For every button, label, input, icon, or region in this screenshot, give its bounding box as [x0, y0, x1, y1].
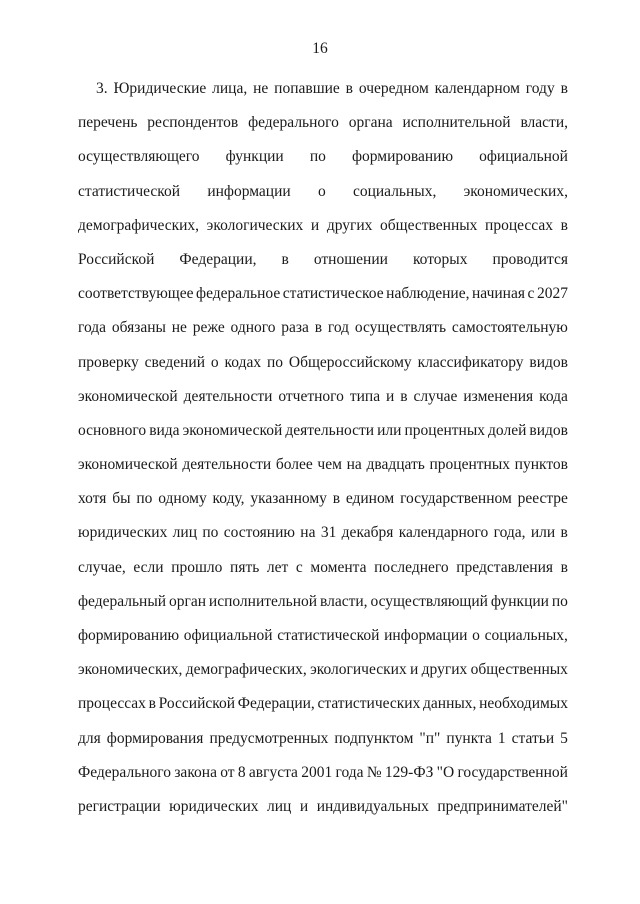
word: 5	[560, 729, 568, 747]
text-line	[78, 619, 568, 653]
word: календарном	[434, 80, 520, 97]
word: формированию	[78, 627, 180, 644]
word: информации	[384, 627, 468, 644]
word: вида	[149, 421, 180, 439]
text-line	[78, 140, 568, 174]
word: пункта	[446, 729, 492, 747]
word: государственной	[457, 763, 568, 781]
word: момента	[310, 558, 367, 576]
word: более	[275, 456, 313, 474]
word: в	[560, 524, 568, 542]
word: функции	[225, 148, 284, 166]
word: статистическое	[282, 285, 384, 303]
word: в	[560, 558, 568, 576]
word: или	[530, 524, 556, 542]
word: чем	[317, 456, 342, 474]
word: деятельности	[182, 456, 272, 474]
word: Федерации,	[179, 250, 257, 268]
text-line	[78, 448, 568, 482]
word: и	[310, 216, 320, 234]
word: по	[551, 592, 568, 610]
text-line	[78, 311, 568, 345]
word: двадцать	[366, 456, 425, 474]
text-line	[78, 722, 568, 756]
word: экологических	[310, 661, 407, 679]
word: 2001	[301, 763, 333, 781]
word: индивидуальных	[316, 797, 429, 815]
word: раза	[281, 319, 309, 337]
word: случае	[413, 387, 458, 405]
word: о	[317, 182, 326, 200]
word: в	[314, 319, 323, 337]
word: едином	[345, 490, 395, 508]
word: деятельности	[285, 421, 375, 439]
word: других	[326, 216, 373, 234]
word: общественных	[470, 661, 568, 679]
word: других	[421, 661, 468, 679]
text-line	[78, 346, 568, 380]
word: статистической	[277, 627, 380, 644]
page-number: 16	[312, 40, 328, 57]
word: и	[410, 661, 419, 679]
word: пять	[230, 558, 260, 576]
word: в	[332, 490, 341, 508]
word: бы	[112, 490, 131, 508]
word: года	[335, 763, 364, 781]
text-line	[78, 653, 568, 687]
word: в	[345, 80, 353, 97]
word: видов	[529, 421, 568, 439]
word: реже	[192, 319, 225, 337]
word: юридических	[78, 524, 168, 542]
word: подпунктом	[334, 729, 414, 747]
word: начиная	[472, 285, 525, 303]
word: декабря	[341, 524, 394, 542]
word: лица,	[212, 80, 248, 97]
word: 3.	[96, 80, 108, 97]
word: 2027	[536, 285, 568, 303]
word: наблюдение,	[386, 285, 470, 303]
word: по	[136, 490, 153, 508]
word: лиц	[267, 797, 292, 815]
word: указанному	[250, 490, 327, 508]
word: в	[148, 695, 156, 713]
word: реестре	[517, 490, 568, 508]
word: в	[560, 216, 568, 234]
word: самостоятельную	[451, 319, 568, 337]
word: процентных	[404, 421, 485, 439]
word: власти,	[319, 592, 368, 610]
word: статистической	[78, 182, 181, 200]
text-line	[78, 72, 568, 106]
word: о	[210, 353, 219, 371]
word: общественных	[380, 216, 478, 234]
word: 31	[320, 524, 337, 542]
text-line	[78, 209, 568, 243]
text-line	[78, 551, 568, 585]
word: лет	[266, 558, 289, 576]
word: данных,	[423, 695, 477, 713]
word: пунктов	[514, 456, 568, 474]
word: экономических,	[78, 661, 183, 679]
word: для	[78, 729, 101, 747]
word: представления	[456, 558, 554, 576]
word: официальной	[183, 627, 273, 644]
word: обязаны	[111, 319, 166, 337]
word: прошло	[171, 558, 223, 576]
word: необходимых	[479, 695, 568, 713]
word: очередном	[358, 80, 429, 97]
word: официальной	[479, 148, 568, 166]
word: хотя	[78, 490, 107, 508]
word: демографических,	[185, 661, 307, 679]
word: на	[346, 456, 362, 474]
text-line	[78, 585, 568, 619]
word: соответствующее	[78, 285, 194, 303]
word: орган	[168, 592, 207, 610]
word: осуществляющего	[78, 148, 200, 166]
word: от	[220, 763, 235, 781]
text-line	[78, 414, 568, 448]
word: года	[78, 319, 107, 337]
word: экономической	[182, 421, 283, 439]
word: попавшие	[274, 80, 340, 97]
word: предпринимателей"	[437, 797, 568, 815]
word: не	[253, 80, 269, 97]
word: год	[327, 319, 350, 337]
word: отношении	[313, 250, 388, 268]
word: Общероссийскому	[288, 353, 412, 371]
text-line	[78, 243, 568, 277]
word: регистрации	[78, 797, 161, 815]
word: последнего	[374, 558, 449, 576]
word: по	[266, 353, 284, 371]
word: изменения	[463, 387, 534, 405]
word: экономических,	[463, 182, 568, 200]
word: Федерации,	[237, 695, 315, 713]
word: закона	[174, 763, 217, 781]
word: и	[299, 797, 309, 815]
word: одному	[158, 490, 207, 508]
word: формирования	[106, 729, 204, 747]
word: не	[171, 319, 187, 337]
word: которых	[412, 250, 468, 268]
word: функции	[490, 592, 549, 610]
word: в	[400, 387, 408, 405]
word: с	[295, 558, 303, 576]
word: августа	[248, 763, 298, 781]
word: осуществляющий	[370, 592, 488, 610]
word: состоянию	[223, 524, 295, 542]
text-line	[78, 790, 568, 824]
word: видов	[529, 353, 568, 371]
text-line	[78, 106, 568, 140]
text-line	[78, 482, 568, 516]
word: юридических	[169, 797, 259, 815]
word: процессах	[78, 695, 146, 713]
word: Российской	[78, 250, 155, 268]
text-line	[78, 175, 568, 209]
word: статистических	[317, 695, 421, 713]
word: в	[281, 250, 289, 268]
word: социальных,	[352, 182, 437, 200]
word: органа	[348, 114, 393, 132]
word: по	[309, 148, 326, 166]
word: перечень	[78, 114, 138, 132]
word: респондентов	[147, 114, 239, 132]
word: кода	[539, 387, 568, 405]
word: если	[133, 558, 164, 576]
word: процессах	[485, 216, 553, 234]
word: лиц	[172, 524, 197, 542]
word: году	[525, 80, 555, 97]
word: 129-ФЗ	[384, 763, 434, 781]
word: и	[386, 387, 395, 405]
word: информации	[207, 182, 291, 200]
word: проверку	[78, 353, 139, 371]
word: долей	[488, 421, 527, 439]
body-text	[78, 72, 568, 824]
word: сведений	[144, 353, 206, 371]
word: статьи	[511, 729, 555, 747]
word: основного	[78, 421, 147, 439]
word: кодах	[224, 353, 262, 371]
word: предусмотренных	[209, 729, 329, 747]
word: №	[366, 763, 382, 781]
word: календарного	[398, 524, 489, 542]
word: в	[560, 80, 568, 97]
word: федеральный	[78, 592, 167, 610]
word: классификатору	[417, 353, 524, 371]
word: процентных	[429, 456, 510, 474]
text-line	[78, 687, 568, 721]
text-line	[78, 277, 568, 311]
text-line	[78, 516, 568, 550]
word: типа	[349, 387, 381, 405]
text-line	[78, 756, 568, 790]
word: деятельности	[183, 387, 273, 405]
word: коду,	[212, 490, 245, 508]
word: о	[472, 627, 480, 644]
word: федеральное	[196, 285, 281, 303]
word: власти,	[520, 114, 568, 132]
word: одного	[230, 319, 276, 337]
word: демографических,	[78, 216, 200, 234]
word: Российской	[158, 695, 236, 713]
text-line	[78, 380, 568, 414]
word: или	[377, 421, 402, 439]
word: с	[527, 285, 535, 303]
word: формированию	[351, 148, 454, 166]
word: случае,	[78, 558, 126, 576]
word: государственном	[400, 490, 512, 508]
word: социальных,	[484, 627, 568, 644]
word: "п"	[419, 729, 441, 747]
word: Юридические	[113, 80, 207, 97]
word: исполнительной	[208, 592, 318, 610]
word: по	[202, 524, 219, 542]
word: экономической	[78, 387, 178, 405]
word: экономической	[78, 456, 178, 474]
word: года,	[493, 524, 526, 542]
word: "О	[436, 763, 455, 781]
word: проводится	[492, 250, 568, 268]
word: отчетного	[278, 387, 344, 405]
word: на	[300, 524, 316, 542]
word: 1	[497, 729, 506, 747]
word: 8	[237, 763, 246, 781]
word: экологических	[206, 216, 304, 234]
word: исполнительной	[402, 114, 511, 132]
word: Федерального	[78, 763, 172, 781]
word: федерального	[248, 114, 339, 132]
word: осуществлять	[354, 319, 447, 337]
